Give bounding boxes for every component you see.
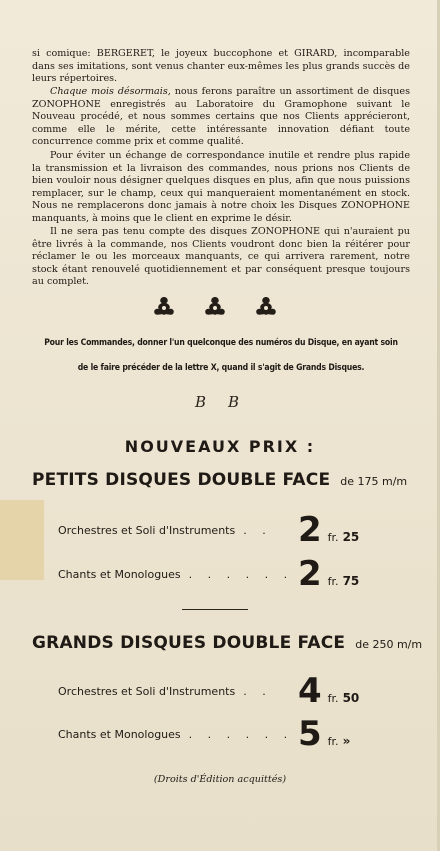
petits-title-text: PETITS DISQUES DOUBLE FACE (32, 470, 331, 490)
leader-dots: . . . . . . (188, 727, 294, 741)
prices-heading: NOUVEAUX PRIX : (124, 437, 316, 456)
price-row-label: Chants et Monologues (58, 567, 181, 581)
price-value (298, 510, 360, 550)
price-unit: fr. (327, 531, 339, 544)
grands-disques-title (32, 633, 423, 653)
leader-dots: . . (243, 523, 272, 537)
price-francs: 5 (298, 714, 322, 754)
price-francs: 4 (298, 671, 322, 711)
paragraph-2 (32, 86, 410, 149)
fleuron-icon (252, 294, 280, 318)
leader-dots: . . (243, 684, 272, 698)
paragraph-3: Pour éviter un échange de correspondance inutile et rendre plus rapide la transmission et la livraison des commandes, nous prions nos Clients de bien vouloir nous désigner quelques disques en plus, afin que nous puissions remplacer, sur le champ, ceux qui manqueraient momentanément en stock. Nous ne remplacerons donc jamais à notre choix les Disques ZONOPHONE manquants, à moins que le client en exprime le désir. (32, 150, 410, 224)
price-row-label: Orchestres et Soli d'Instruments (58, 684, 236, 698)
price-row (58, 556, 398, 592)
paragraph-4: Il ne sera pas tenu compte des disques ZONOPHONE qui n'auraient pu être livrés à la commande, nos Clients voudront donc bien la réitérer pour réclamer le ou les morceaux manquants, ce qui arrivera rarement, notre stock étant renouvelé quotidiennement et par conséquent presque toujours au complet. (32, 226, 410, 288)
bb-letter-2: B (227, 393, 239, 411)
price-cents: 25 (342, 530, 360, 544)
paper-stain (0, 500, 44, 580)
price-row (58, 673, 398, 709)
price-row-label: Chants et Monologues (58, 727, 181, 741)
paragraph-1: si comique: BERGERET, le joyeux buccophone et GIRARD, incomparable dans ses imitations, sont venus chanter eux-mêmes les plus grands succès de leurs répertoires. (32, 48, 410, 85)
price-francs: 2 (298, 554, 322, 594)
price-value (298, 714, 351, 754)
price-row (58, 716, 398, 752)
fleuron-icon (201, 294, 229, 318)
fleuron-icon (150, 294, 178, 318)
price-cents: » (342, 734, 351, 748)
price-unit: fr. (327, 692, 339, 705)
order-note-line-1: Pour les Commandes, donner l'un quelconque des numéros du Disque, en ayant soin (44, 338, 398, 348)
price-unit: fr. (327, 735, 339, 748)
petits-disques-title (32, 470, 412, 490)
paragraph-2-text: nous ferons paraître un assortiment de disques ZONOPHONE enregistrés au Laboratoire du Gramophone suivant le Nouveau procédé, et nous sommes certains que nos Clients apprécieront, comme elle le mérite, cette intéressante innovation défiant toute concurrence comme prix et comme qualité. (32, 86, 410, 148)
grands-title-text: GRANDS DISQUES DOUBLE FACE (32, 633, 346, 653)
bb-letter-1: B (195, 393, 207, 411)
price-row (58, 512, 398, 548)
price-cents: 75 (342, 574, 360, 588)
bb-mark (195, 393, 239, 415)
price-cents: 50 (342, 691, 360, 705)
paragraph-2-lead: Chaque mois désormais, (50, 86, 171, 97)
rights-note: (Droits d'Édition acquittés) (153, 773, 287, 785)
price-francs: 2 (298, 510, 322, 550)
order-note-line-2: de le faire précéder de la lettre X, quand il s'agit de Grands Disques. (77, 363, 365, 373)
price-value (298, 671, 360, 711)
petits-size: de 175 m/m (340, 475, 408, 488)
leader-dots: . . . . . . (188, 567, 294, 581)
ornament-row (150, 292, 280, 320)
price-unit: fr. (327, 575, 339, 588)
grands-size: de 250 m/m (355, 638, 423, 651)
price-row-label: Orchestres et Soli d'Instruments (58, 523, 236, 537)
price-value (298, 554, 360, 594)
section-divider (182, 609, 248, 610)
